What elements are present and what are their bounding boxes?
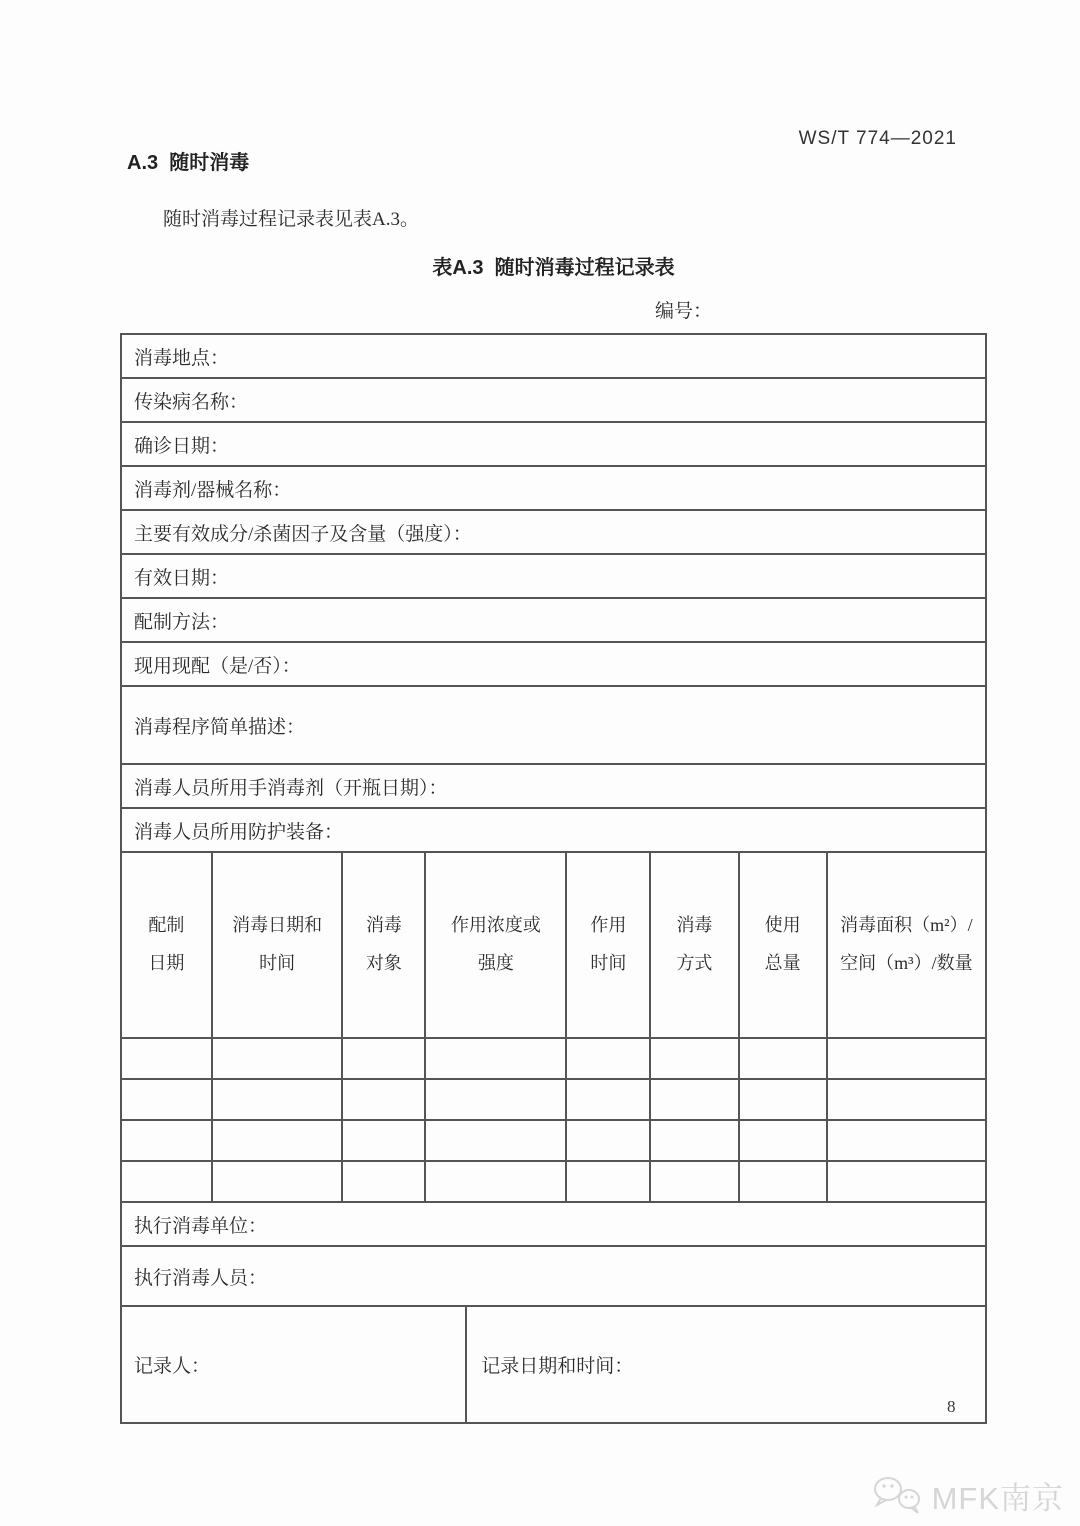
grid-header-line: 时间 [259,953,296,974]
watermark-text: MFK南京 [931,1481,1064,1516]
grid-header-line: 使用 [764,914,801,935]
empty-data-row [121,1161,986,1202]
form-row-label: 消毒剂/器械名称： [121,466,986,510]
table-title: 表A.3 随时消毒过程记录表 [432,257,675,279]
empty-cell [121,1038,212,1079]
form-row-executing-personnel [121,1246,986,1306]
empty-cell [425,1120,566,1161]
form-row-label: 消毒人员所用防护装备： [121,808,986,852]
form-row-label: 消毒地点： [121,334,986,378]
empty-cell [425,1079,566,1120]
form-row-protective-equipment [121,808,986,852]
empty-cell [739,1161,827,1202]
empty-cell [342,1079,425,1120]
grid-header-line: 时间 [590,953,627,974]
empty-cell [212,1161,343,1202]
form-row-disinfectant-device-name [121,466,986,510]
form-row-disinfection-site [121,334,986,378]
form-row-active-ingredient [121,510,986,554]
empty-cell [650,1120,738,1161]
empty-data-row [121,1038,986,1079]
form-row-label: 现用现配（是/否）： [121,642,986,686]
recorder-row-cell [121,1306,986,1423]
form-row-label: 有效日期： [121,554,986,598]
empty-cell [739,1120,827,1161]
form-row-freshly-prepared [121,642,986,686]
grid-column-header-concentration [425,852,566,1038]
form-row-label: 确诊日期： [121,422,986,466]
empty-cell [650,1038,738,1079]
record-form-table [120,333,987,1424]
form-number-label: 编号： [655,301,713,322]
grid-column-header-action-time [566,852,650,1038]
grid-column-header-total-amount [739,852,827,1038]
empty-cell [827,1161,986,1202]
form-row-label: 传染病名称： [121,378,986,422]
grid-header-line: 空间（m³）/数量 [840,953,973,974]
form-row-preparation-method [121,598,986,642]
grid-column-header-disinfection-method [650,852,738,1038]
form-row-label: 执行消毒人员： [121,1246,986,1306]
grid-header-line: 作用浓度或 [450,914,541,935]
empty-data-row [121,1079,986,1120]
intro-paragraph: 随时消毒过程记录表见表A.3。 [163,209,419,230]
doc-code: WS/T 774—2021 [798,128,957,149]
grid-header-line: 消毒 [365,914,402,935]
grid-column-header-disinfection-datetime [212,852,343,1038]
grid-header-line: 对象 [365,953,402,974]
empty-cell [121,1120,212,1161]
empty-cell [342,1161,425,1202]
empty-cell [566,1079,650,1120]
empty-cell [212,1038,343,1079]
form-row-label: 消毒人员所用手消毒剂（开瓶日期）： [121,764,986,808]
page-number: 8 [947,1397,956,1416]
form-row-valid-date [121,554,986,598]
grid-header-line: 消毒日期和 [232,914,323,935]
form-row-diagnosis-date [121,422,986,466]
grid-header-line: 配制 [148,914,185,935]
empty-cell [425,1161,566,1202]
form-row-procedure-description [121,686,986,764]
empty-cell [425,1038,566,1079]
empty-cell [342,1120,425,1161]
grid-column-header-area-volume-quantity [827,852,986,1038]
form-row-label: 主要有效成分/杀菌因子及含量（强度）： [121,510,986,554]
empty-cell [212,1079,343,1120]
grid-header-line: 日期 [148,953,185,974]
grid-column-header-disinfection-object [342,852,425,1038]
empty-cell [121,1079,212,1120]
recorder-label: 记录人： [122,1307,467,1422]
empty-cell [827,1079,986,1120]
grid-header-row [121,852,986,1038]
empty-cell [566,1038,650,1079]
empty-cell [650,1079,738,1120]
empty-cell [121,1161,212,1202]
form-row-label: 配制方法： [121,598,986,642]
empty-cell [739,1038,827,1079]
empty-cell [212,1120,343,1161]
section-heading: A.3 随时消毒 [127,152,250,174]
empty-cell [650,1161,738,1202]
empty-cell [827,1038,986,1079]
form-row-recorder [121,1306,986,1423]
form-row-label: 执行消毒单位： [121,1202,986,1246]
watermark [871,1473,1064,1518]
form-row-infectious-disease-name [121,378,986,422]
grid-header-line: 消毒面积（m²）/ [840,914,973,935]
empty-cell [739,1079,827,1120]
grid-header-line: 强度 [477,953,514,974]
grid-column-header-preparation-date [121,852,212,1038]
empty-cell [566,1161,650,1202]
empty-data-row [121,1120,986,1161]
wechat-icon [871,1475,925,1517]
empty-cell [566,1120,650,1161]
form-row-hand-disinfectant [121,764,986,808]
grid-header-line: 消毒 [676,914,713,935]
form-row-executing-unit [121,1202,986,1246]
form-row-label: 消毒程序简单描述： [121,686,986,764]
grid-header-line: 作用 [590,914,627,935]
record-datetime-label: 记录日期和时间： [481,1356,634,1377]
empty-cell [342,1038,425,1079]
empty-cell [827,1120,986,1161]
grid-header-line: 方式 [676,953,713,974]
grid-header-line: 总量 [764,953,801,974]
